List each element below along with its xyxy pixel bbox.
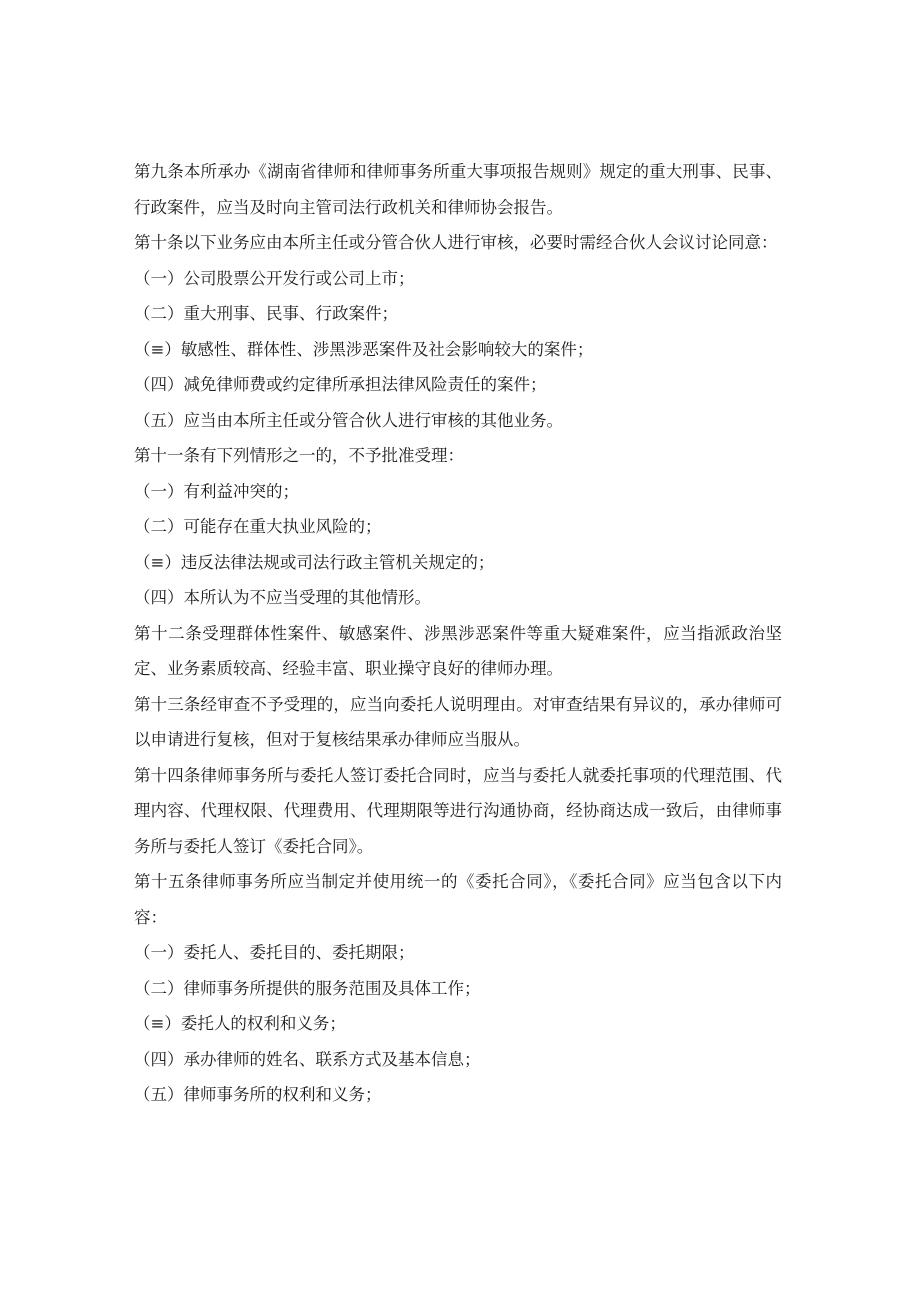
article-15-item-2: （二）律师事务所提供的服务范围及具体工作； [134,978,481,998]
article-15-item-1: （一）委托人、委托目的、委托期限； [134,943,415,962]
article-15: 第十五条律师事务所应当制定并使用统一的《委托合同》，《委托合同》应当包含以下内容： [134,872,782,927]
article-15-item-5: （五）律师事务所的权利和义务； [134,1085,382,1104]
article-13: 第十三条经审查不予受理的，应当向委托人说明理由。对审查结果有异议的，承办律师可以申请进行复核，但对于复核结果承办律师应当服从。 [134,694,782,749]
article-15-item-4: （四）承办律师的姓名、联系方式及基本信息； [134,1049,481,1069]
document-body [134,154,782,1113]
article-14: 第十四条律师事务所与委托人签订委托合同时，应当与委托人就委托事项的代理范围、代理内容、代理权限、代理费用、代理期限等进行沟通协商，经协商达成一致后，由律师事务所与委托人签订《委托合同》。 [134,765,782,856]
article-10: 第十条以下业务应由本所主任或分管合伙人进行审核，必要时需经合伙人会议讨论同意： [134,233,778,252]
article-10-item-1: （一）公司股票公开发行或公司上市； [134,268,415,288]
article-9: 第九条本所承办《湖南省律师和律师事务所重大事项报告规则》规定的重大刑事、民事、行政案件，应当及时向主管司法行政机关和律师协会报告。 [134,162,782,217]
article-11-item-2: （二）可能存在重大执业风险的； [134,517,382,536]
article-10-item-5: （五）应当由本所主任或分管合伙人进行审核的其他业务。 [134,410,563,430]
article-10-item-3: （≡）敏感性、群体性、涉黑涉恶案件及社会影响较大的案件； [134,339,594,359]
article-15-item-3: （≡）委托人的权利和义务； [134,1014,346,1033]
article-11-item-3: （≡）违反法律法规或司法行政主管机关规定的； [134,552,495,572]
article-11: 第十一条有下列情形之一的，不予批准受理： [134,446,464,465]
article-12: 第十二条受理群体性案件、敏感案件、涉黑涉恶案件等重大疑难案件，应当指派政治坚定、业务素质较高、经验丰富、职业操守良好的律师办理。 [134,623,782,678]
article-11-item-1: （一）有利益冲突的； [134,481,299,501]
article-11-item-4: （四）本所认为不应当受理的其他情形。 [134,588,431,607]
article-10-item-2: （二）重大刑事、民事、行政案件； [134,304,398,323]
article-10-item-4: （四）减免律师费或约定律所承担法律风险责任的案件； [134,375,547,394]
